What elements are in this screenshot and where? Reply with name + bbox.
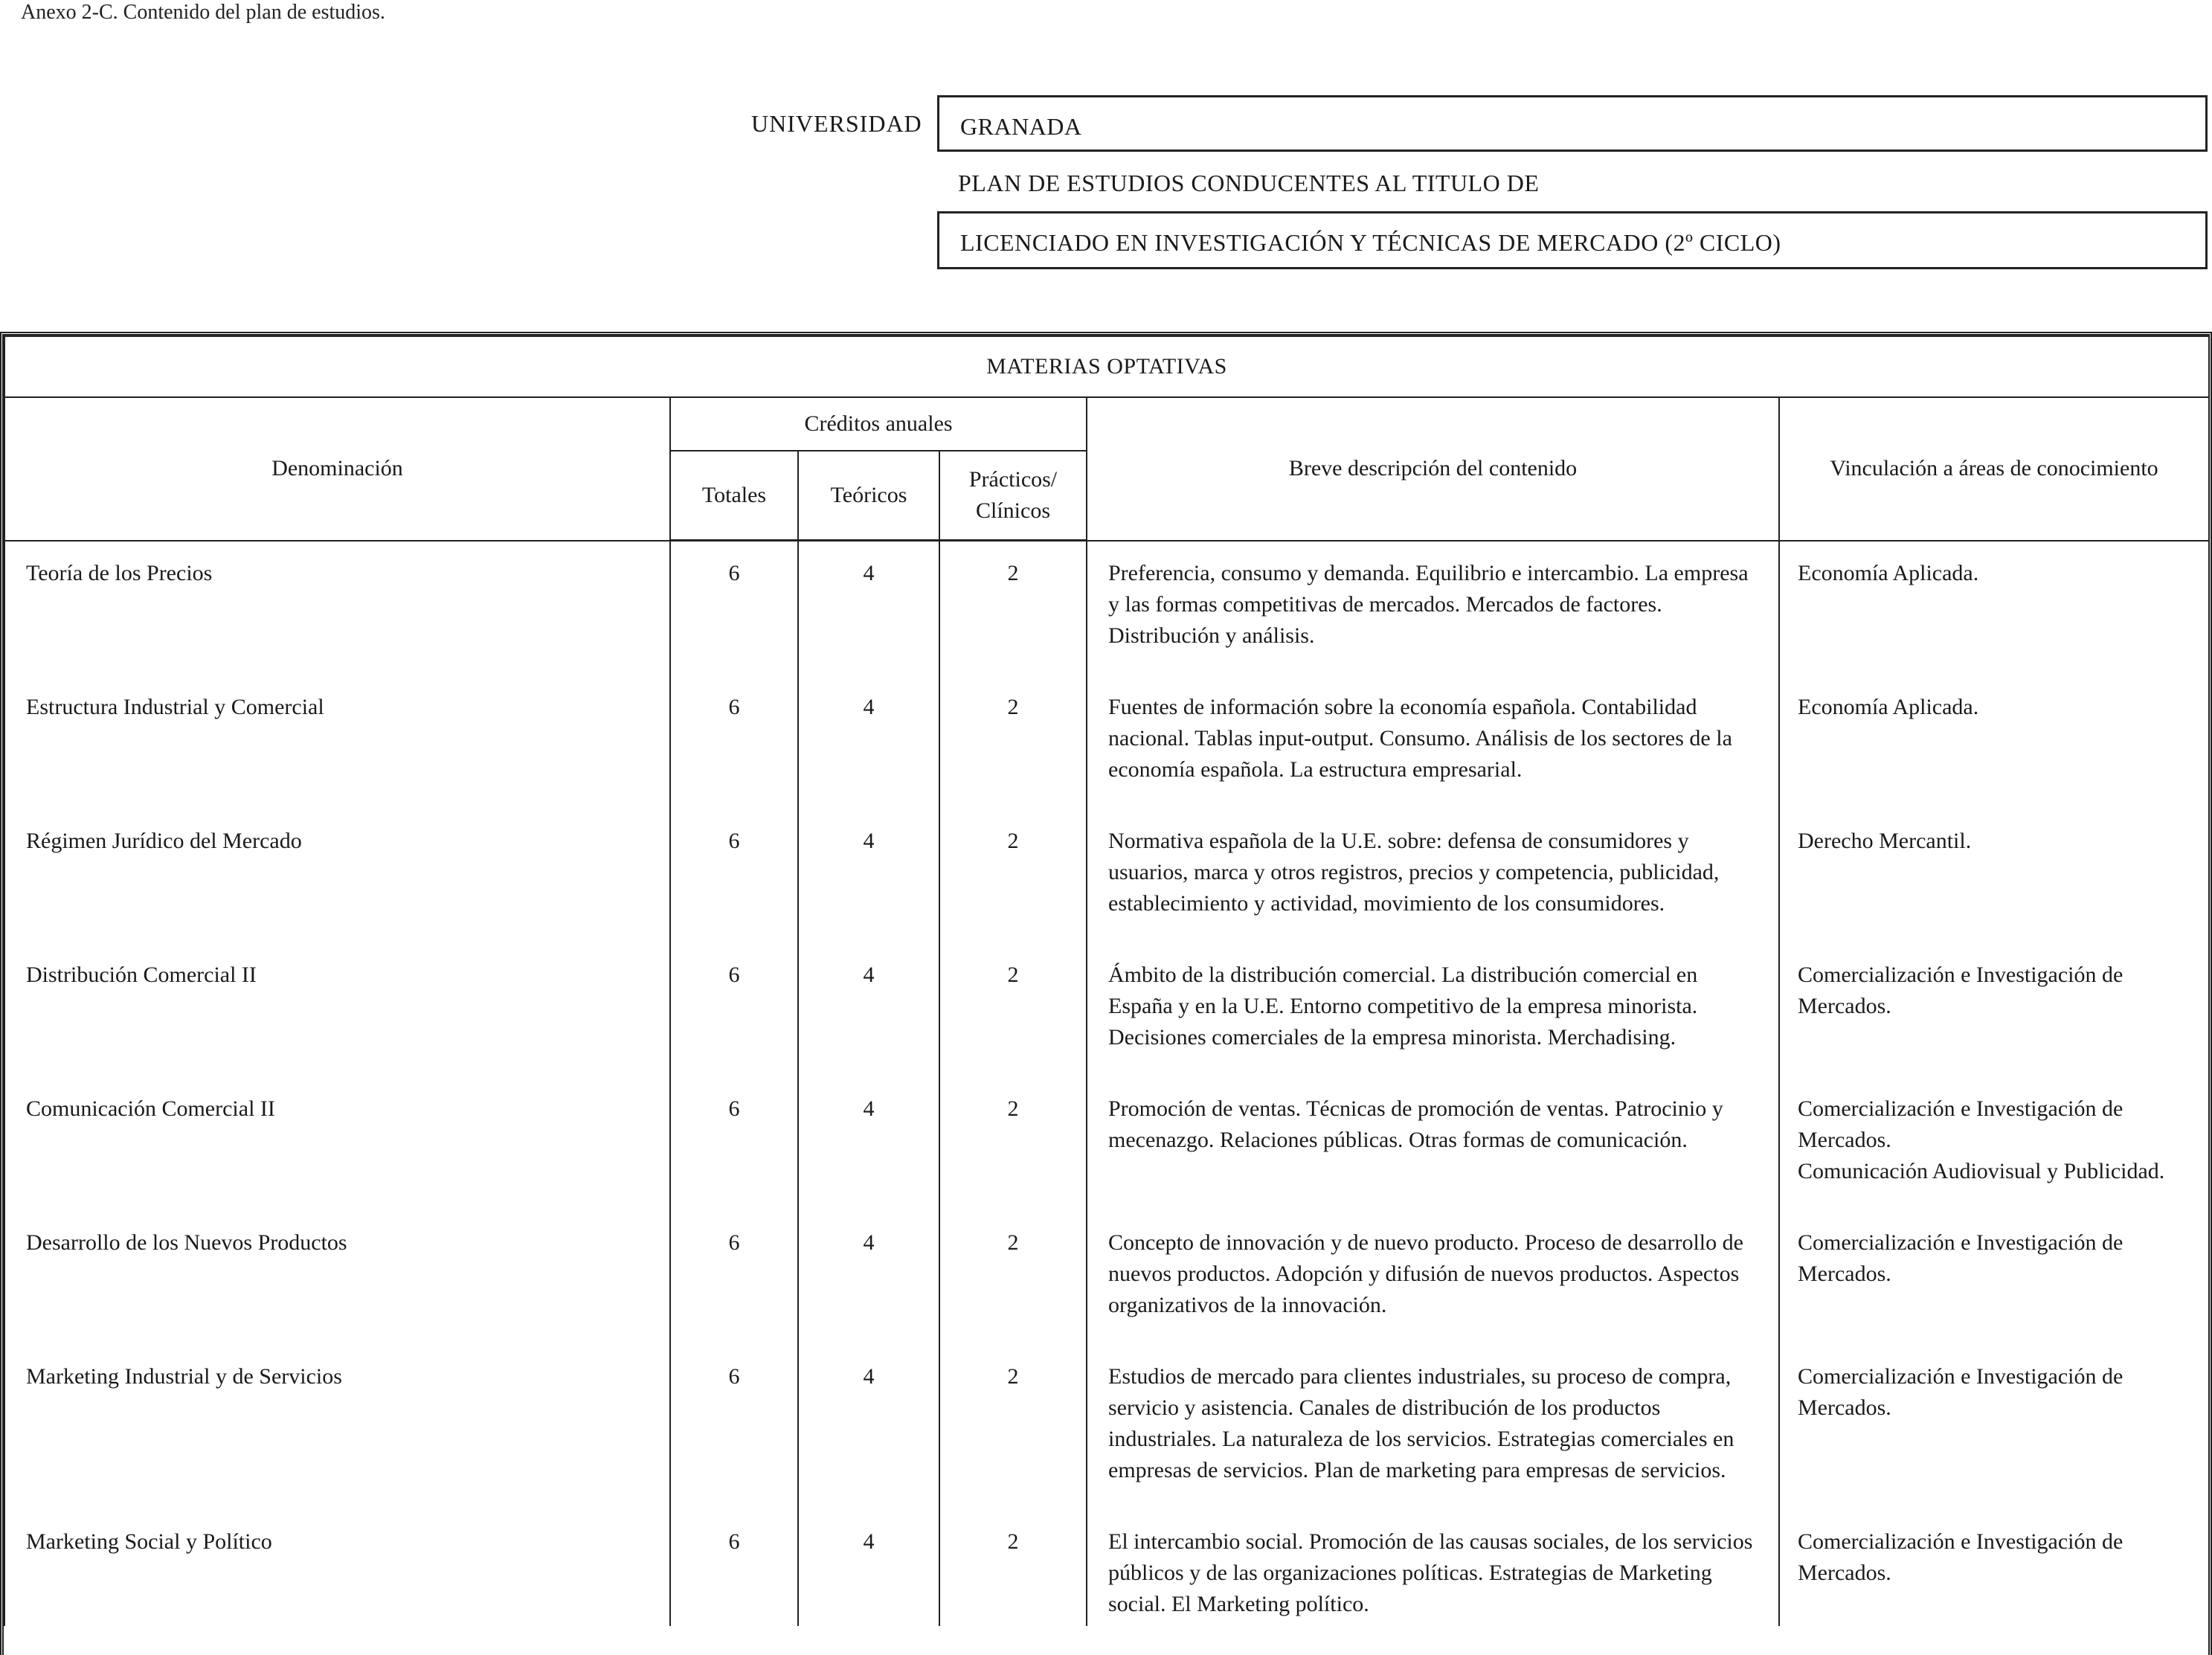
plan-label: PLAN DE ESTUDIOS CONDUCENTES AL TITULO DE bbox=[958, 170, 1540, 196]
credits-theory-text: 4 bbox=[863, 561, 875, 585]
knowledge-area bbox=[1779, 541, 2209, 675]
course-name-text: Régimen Jurídico del Mercado bbox=[26, 828, 302, 853]
course-name bbox=[4, 541, 670, 675]
course-description-text: Ámbito de la distribución comercial. La distribución comercial en España y en la U.E. Entorno competitivo de la empresa minorista. Decisiones comerciales de la empresa minorista. Merchadising. bbox=[1108, 962, 1698, 1050]
credits-practice bbox=[939, 675, 1087, 809]
credits-total bbox=[670, 1345, 798, 1510]
credits-total bbox=[670, 943, 798, 1077]
course-name-text: Distribución Comercial II bbox=[26, 962, 257, 987]
credits-theory bbox=[798, 809, 939, 943]
credits-practice-text: 2 bbox=[1007, 1529, 1019, 1554]
credits-total bbox=[670, 675, 798, 809]
course-name-text: Marketing Industrial y de Servicios bbox=[26, 1363, 342, 1389]
course-description bbox=[1087, 1211, 1779, 1345]
credits-total bbox=[670, 1211, 798, 1345]
header-teoricos: Teóricos bbox=[798, 451, 939, 541]
course-description bbox=[1087, 675, 1779, 809]
credits-practice-text: 2 bbox=[1007, 1096, 1019, 1121]
credits-practice bbox=[939, 1345, 1087, 1510]
credits-total-text: 6 bbox=[728, 1230, 740, 1255]
table-row bbox=[4, 675, 2209, 809]
course-description-text: Preferencia, consumo y demanda. Equilibrio e intercambio. La empresa y las formas competitivas de mercados. Mercados de factores. Distribución y análisis. bbox=[1108, 560, 1749, 648]
table-row bbox=[4, 1510, 2209, 1626]
credits-theory-text: 4 bbox=[863, 1363, 875, 1389]
credits-practice-text: 2 bbox=[1007, 1363, 1019, 1389]
credits-total-text: 6 bbox=[728, 1529, 740, 1554]
credits-total bbox=[670, 1510, 798, 1626]
courses-table bbox=[4, 335, 2210, 1626]
course-name bbox=[4, 1077, 670, 1211]
credits-total bbox=[670, 809, 798, 943]
credits-practice-text: 2 bbox=[1007, 828, 1019, 853]
credits-theory bbox=[798, 675, 939, 809]
course-name-text: Teoría de los Precios bbox=[26, 560, 213, 585]
credits-theory-text: 4 bbox=[863, 828, 875, 853]
degree-title-field: LICENCIADO EN INVESTIGACIÓN Y TÉCNICAS DE MERCADO (2º CICLO) bbox=[937, 211, 2208, 269]
credits-theory bbox=[798, 541, 939, 675]
table-row bbox=[4, 1345, 2209, 1510]
knowledge-area-text: Comercialización e Investigación de Mercados. bbox=[1798, 962, 2123, 1018]
credits-total bbox=[670, 1077, 798, 1211]
course-name bbox=[4, 1510, 670, 1626]
header-practicos: Prácticos/ Clínicos bbox=[939, 451, 1087, 541]
credits-total-text: 6 bbox=[728, 1096, 740, 1121]
credits-total bbox=[670, 541, 798, 675]
credits-theory-text: 4 bbox=[863, 962, 875, 987]
credits-theory-text: 4 bbox=[863, 1096, 875, 1121]
course-name bbox=[4, 1345, 670, 1510]
course-description bbox=[1087, 943, 1779, 1077]
credits-practice-text: 2 bbox=[1007, 1230, 1019, 1255]
course-name-text: Comunicación Comercial II bbox=[26, 1096, 275, 1121]
credits-total-text: 6 bbox=[728, 561, 740, 585]
table-body bbox=[4, 541, 2209, 1626]
credits-theory bbox=[798, 1510, 939, 1626]
credits-theory bbox=[798, 1077, 939, 1211]
credits-practice-text: 2 bbox=[1007, 561, 1019, 585]
course-description-text: Normativa española de la U.E. sobre: defensa de consumidores y usuarios, marca y otros registros, precios y competencia, publicidad, establecimiento y actividad, movimiento de los consumidores. bbox=[1108, 828, 1720, 916]
credits-total-text: 6 bbox=[728, 828, 740, 853]
knowledge-area bbox=[1779, 1077, 2209, 1211]
header-creditos: Créditos anuales bbox=[670, 397, 1087, 451]
credits-total-text: 6 bbox=[728, 962, 740, 987]
credits-theory-text: 4 bbox=[863, 1230, 875, 1255]
university-field: GRANADA bbox=[937, 95, 2208, 152]
course-name bbox=[4, 809, 670, 943]
course-name bbox=[4, 675, 670, 809]
course-description bbox=[1087, 809, 1779, 943]
course-description-text: El intercambio social. Promoción de las causas sociales, de los servicios públicos y de las organizaciones políticas. Estrategias de Marketing social. El Marketing político. bbox=[1108, 1529, 1753, 1616]
course-name-text: Desarrollo de los Nuevos Productos bbox=[26, 1230, 347, 1255]
knowledge-area-text: Comercialización e Investigación de Mercados. bbox=[1798, 1230, 2123, 1286]
credits-theory bbox=[798, 943, 939, 1077]
course-description bbox=[1087, 1510, 1779, 1626]
credits-practice bbox=[939, 541, 1087, 675]
knowledge-area-text: Comercialización e Investigación de Mercados. bbox=[1798, 1529, 2123, 1585]
course-description-text: Concepto de innovación y de nuevo producto. Proceso de desarrollo de nuevos productos. Adopción y difusión de nuevos productos. Aspectos organizativos de la innovación. bbox=[1108, 1230, 1743, 1317]
course-description-text: Estudios de mercado para clientes industriales, su proceso de compra, servicio y asistencia. Canales de distribución de los productos industriales. La naturaleza de los servicios. Estrategias comerciales en empresas de servicios. Plan de marketing para empresas de servicios. bbox=[1108, 1363, 1734, 1482]
credits-practice bbox=[939, 943, 1087, 1077]
credits-practice bbox=[939, 1211, 1087, 1345]
table-row bbox=[4, 943, 2209, 1077]
knowledge-area-text: Comercialización e Investigación de Mercados. bbox=[1798, 1363, 2123, 1420]
credits-theory bbox=[798, 1211, 939, 1345]
credits-theory bbox=[798, 1345, 939, 1510]
knowledge-area-text: Derecho Mercantil. bbox=[1798, 828, 1972, 853]
credits-practice bbox=[939, 809, 1087, 943]
knowledge-area bbox=[1779, 1510, 2209, 1626]
credits-practice bbox=[939, 1077, 1087, 1211]
knowledge-area bbox=[1779, 1211, 2209, 1345]
course-description-text: Promoción de ventas. Técnicas de promoción de ventas. Patrocinio y mecenazgo. Relaciones públicas. Otras formas de comunicación. bbox=[1108, 1096, 1723, 1152]
course-description bbox=[1087, 1345, 1779, 1510]
course-name-text: Marketing Social y Político bbox=[26, 1529, 272, 1554]
annex-caption: Anexo 2-C. Contenido del plan de estudios. bbox=[21, 1, 385, 24]
course-description-text: Fuentes de información sobre la economía española. Contabilidad nacional. Tablas input-output. Consumo. Análisis de los sectores de la economía española. La estructura empresarial. bbox=[1108, 694, 1732, 782]
knowledge-area-text: Economía Aplicada. bbox=[1798, 694, 1979, 719]
courses-table-frame bbox=[0, 332, 2212, 1655]
course-description bbox=[1087, 541, 1779, 675]
knowledge-area-text: Comercialización e Investigación de Mercados. bbox=[1798, 1096, 2123, 1152]
credits-practice-text: 2 bbox=[1007, 962, 1019, 987]
knowledge-area bbox=[1779, 809, 2209, 943]
knowledge-area-secondary-text: Comunicación Audiovisual y Publicidad. bbox=[1798, 1158, 2165, 1183]
credits-practice-text: 2 bbox=[1007, 694, 1019, 719]
header-totales: Totales bbox=[670, 451, 798, 541]
credits-total-text: 6 bbox=[728, 1363, 740, 1389]
knowledge-area bbox=[1779, 675, 2209, 809]
knowledge-area bbox=[1779, 1345, 2209, 1510]
table-row bbox=[4, 1211, 2209, 1345]
section-title: MATERIAS OPTATIVAS bbox=[4, 336, 2209, 397]
table-row bbox=[4, 1077, 2209, 1211]
credits-practice bbox=[939, 1510, 1087, 1626]
course-name bbox=[4, 1211, 670, 1345]
knowledge-area-text: Economía Aplicada. bbox=[1798, 560, 1979, 585]
header-vinculacion: Vinculación a áreas de conocimiento bbox=[1779, 397, 2209, 541]
header-descripcion: Breve descripción del contenido bbox=[1087, 397, 1779, 541]
course-name bbox=[4, 943, 670, 1077]
table-row bbox=[4, 541, 2209, 675]
credits-theory-text: 4 bbox=[863, 694, 875, 719]
table-row bbox=[4, 809, 2209, 943]
credits-theory-text: 4 bbox=[863, 1529, 875, 1554]
credits-total-text: 6 bbox=[728, 694, 740, 719]
knowledge-area bbox=[1779, 943, 2209, 1077]
course-description bbox=[1087, 1077, 1779, 1211]
course-name-text: Estructura Industrial y Comercial bbox=[26, 694, 324, 719]
header-denominacion: Denominación bbox=[4, 397, 670, 541]
university-label: UNIVERSIDAD bbox=[751, 110, 922, 137]
